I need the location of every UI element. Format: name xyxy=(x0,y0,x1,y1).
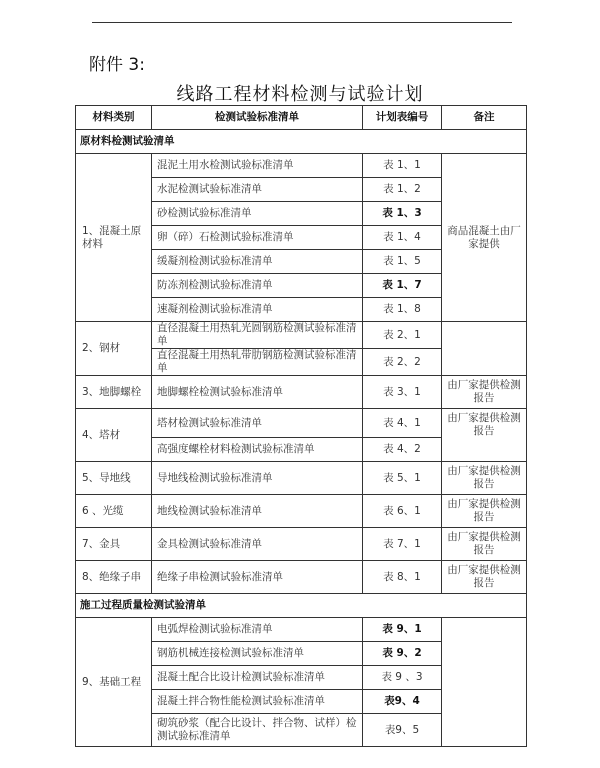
number-cell: 表 4、1 xyxy=(363,409,442,438)
category-cell: 7、金具 xyxy=(76,528,152,561)
note-cell: 由厂家提供检测报告 xyxy=(442,376,527,409)
number-cell: 表 2、2 xyxy=(363,349,442,376)
standard-cell: 速凝剂检测试验标准清单 xyxy=(152,298,363,322)
number-cell: 表 1、1 xyxy=(363,154,442,178)
section-title: 原材料检测试验清单 xyxy=(76,130,527,154)
number-cell: 表 9、2 xyxy=(363,642,442,666)
materials-table xyxy=(75,105,527,747)
section-row xyxy=(76,130,527,154)
category-cell: 9、基础工程 xyxy=(76,618,152,747)
standard-cell: 地线检测试验标准清单 xyxy=(152,495,363,528)
number-cell: 表 7、1 xyxy=(363,528,442,561)
note-cell: 由厂家提供检测报告 xyxy=(442,528,527,561)
standard-cell: 卵（碎）石检测试验标准清单 xyxy=(152,226,363,250)
table-row xyxy=(76,528,527,561)
col-header-standard: 检测试验标准清单 xyxy=(152,106,363,130)
standard-cell: 混凝土拌合物性能检测试验标准清单 xyxy=(152,690,363,714)
standard-cell: 钢筋机械连接检测试验标准清单 xyxy=(152,642,363,666)
table-row xyxy=(76,154,527,178)
category-cell: 5、导地线 xyxy=(76,462,152,495)
section-row xyxy=(76,594,527,618)
number-cell: 表 1、3 xyxy=(363,202,442,226)
col-header-category: 材料类别 xyxy=(76,106,152,130)
number-cell: 表 1、7 xyxy=(363,274,442,298)
number-cell: 表9、5 xyxy=(363,714,442,747)
note-cell: 由厂家提供检测报告 xyxy=(442,495,527,528)
section-title: 施工过程质量检测试验清单 xyxy=(76,594,527,618)
number-cell: 表 8、1 xyxy=(363,561,442,594)
number-cell: 表 3、1 xyxy=(363,376,442,409)
number-cell: 表 1、8 xyxy=(363,298,442,322)
number-cell: 表 9、1 xyxy=(363,618,442,642)
top-rule xyxy=(92,22,512,23)
standard-cell: 电弧焊检测试验标准清单 xyxy=(152,618,363,642)
col-header-note: 备注 xyxy=(442,106,527,130)
number-cell: 表 1、4 xyxy=(363,226,442,250)
note-cell: 由厂家提供检测报告 xyxy=(442,462,527,495)
number-cell: 表 1、2 xyxy=(363,178,442,202)
note-cell: 商品混凝土由厂家提供 xyxy=(442,154,527,322)
number-cell: 表 9 、3 xyxy=(363,666,442,690)
standard-cell: 混泥土用水检测试验标准清单 xyxy=(152,154,363,178)
table-row xyxy=(76,462,527,495)
category-cell: 8、绝缘子串 xyxy=(76,561,152,594)
standard-cell: 混凝土配合比设计检测试验标准清单 xyxy=(152,666,363,690)
standard-cell: 塔材检测试验标准清单 xyxy=(152,409,363,438)
attachment-label: 附件 3: xyxy=(89,55,145,75)
standard-cell: 砌筑砂浆（配合比设计、拌合物、试样）检测试验标准清单 xyxy=(152,714,363,747)
category-cell: 6 、光缆 xyxy=(76,495,152,528)
number-cell: 表 4、2 xyxy=(363,438,442,462)
category-cell: 3、地脚螺栓 xyxy=(76,376,152,409)
note-cell xyxy=(442,322,527,376)
standard-cell: 砂检测试验标准清单 xyxy=(152,202,363,226)
number-cell: 表9、4 xyxy=(363,690,442,714)
standard-cell: 缓凝剂检测试验标准清单 xyxy=(152,250,363,274)
table-row xyxy=(76,376,527,409)
standard-cell: 直径混凝土用热轧光圆钢筋检测试验标准清单 xyxy=(152,322,363,349)
note-cell xyxy=(442,618,527,747)
standard-cell: 导地线检测试验标准清单 xyxy=(152,462,363,495)
table-row xyxy=(76,618,527,642)
standard-cell: 金具检测试验标准清单 xyxy=(152,528,363,561)
category-cell: 1、混凝土原材料 xyxy=(76,154,152,322)
number-cell: 表 5、1 xyxy=(363,462,442,495)
table-row xyxy=(76,495,527,528)
note-cell: 由厂家提供检测报告 xyxy=(442,561,527,594)
col-header-number: 计划表编号 xyxy=(363,106,442,130)
number-cell: 表 2、1 xyxy=(363,322,442,349)
table-header-row xyxy=(76,106,527,130)
standard-cell: 高强度螺栓材料检测试验标准清单 xyxy=(152,438,363,462)
note-cell: 由厂家提供检测报告 xyxy=(442,409,527,462)
number-cell: 表 6、1 xyxy=(363,495,442,528)
document-title: 线路工程材料检测与试验计划 xyxy=(176,84,424,105)
standard-cell: 直径混凝土用热轧带肋钢筋检测试验标准清单 xyxy=(152,349,363,376)
standard-cell: 地脚螺栓检测试验标准清单 xyxy=(152,376,363,409)
category-cell: 2、钢材 xyxy=(76,322,152,376)
standard-cell: 绝缘子串检测试验标准清单 xyxy=(152,561,363,594)
table-row xyxy=(76,409,527,438)
number-cell: 表 1、5 xyxy=(363,250,442,274)
table-row xyxy=(76,322,527,349)
category-cell: 4、塔材 xyxy=(76,409,152,462)
table-row xyxy=(76,561,527,594)
standard-cell: 水泥检测试验标准清单 xyxy=(152,178,363,202)
standard-cell: 防冻剂检测试验标准清单 xyxy=(152,274,363,298)
